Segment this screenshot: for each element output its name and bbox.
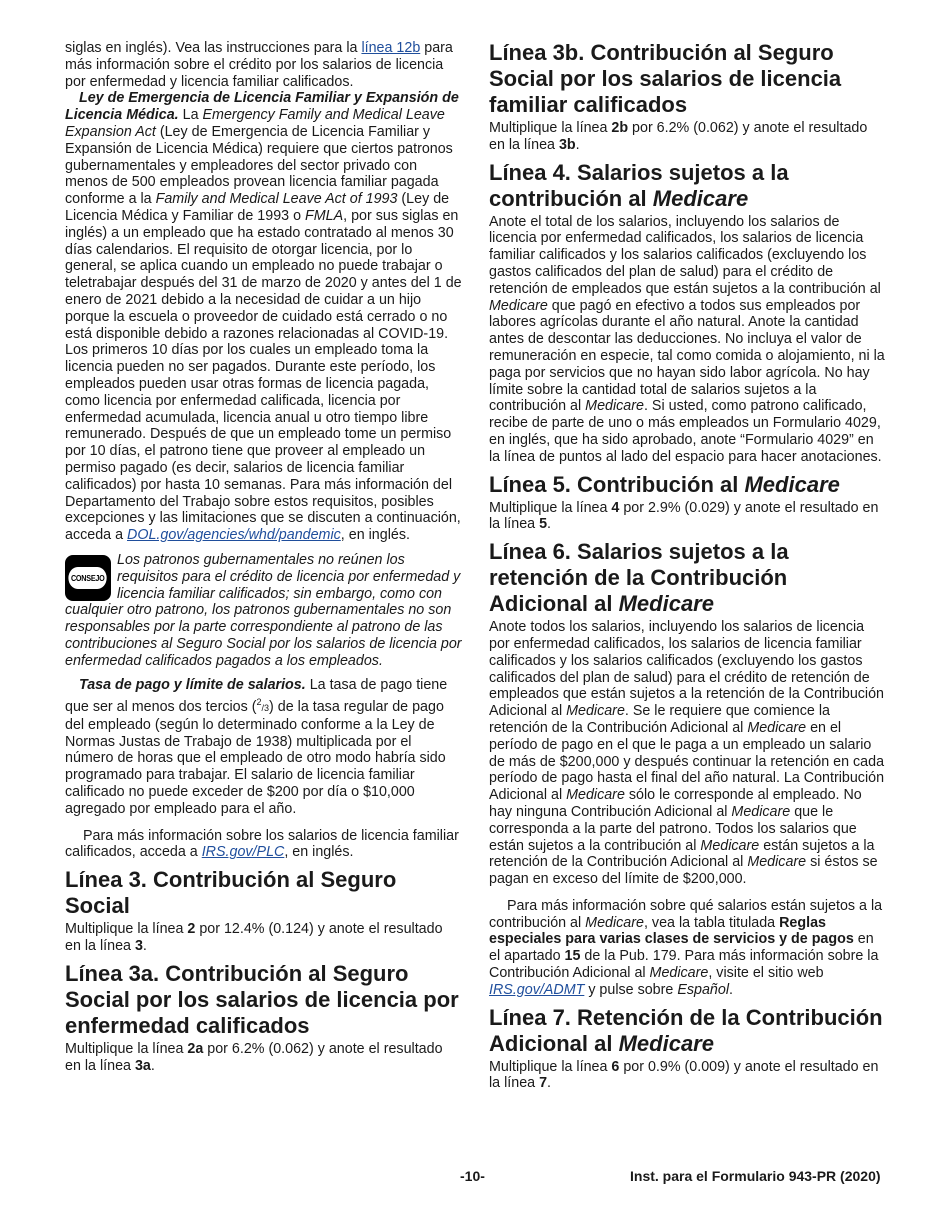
paragraph-line-3b: Multiplique la línea 2b por 6.2% (0.062) y anote el resultado en la línea 3b.: [489, 120, 868, 153]
paragraph-line-4: Anote el total de los salarios, incluyendo los salarios de licencia por enfermedad calificados, los salarios de licencia familiar calificados y los salarios calificados (excluyendo los gastos calificados del plan de salud) para el crédito de retención de empleados que están sujetos a la contribución al Medicare que pagó en efectivo a todos sus empleados por labores agrícolas durante el año natural. Anote la cantidad antes de descontar las deducciones. No incluya el valor de remuneración en especie, tal como comida o alojamiento, ni la paga por servicios que no hayan sido labor agrícola. No hay límite sobre la cantidad total de salarios sujetos a la contribución al Medicare. Si usted, como patrono calificado, recibe de parte de uno o más empleados un Formulario 4029, en inglés, que ha sido aprobado, anote “Formulario 4029” en la línea de puntos al lado del espacio para hacer anotaciones.: [489, 213, 885, 465]
paragraph-line-7: Multiplique la línea 6 por 0.9% (0.009) y anote el resultado en la línea 7.: [489, 1058, 879, 1092]
link-line-12b[interactable]: línea 12b: [361, 40, 421, 56]
heading-line-3: Línea 3. Contribución al Seguro Social: [65, 867, 397, 919]
paragraph-line-3a: Multiplique la línea 2a por 6.2% (0.062) y anote el resultado en la línea 3a.: [65, 1040, 443, 1074]
paragraph-line-6: Anote todos los salarios, incluyendo los salarios de licencia por enfermedad calificados, los salarios de licencia familiar calificados y los salarios calificados (excluyendo los gastos calificados del plan de salud) para el crédito de retención de empleados que están sujetos a la retención de la Contribución Adicional al Medicare. Se le requiere que comience la retención de la Contribución Adicional al Medicare en el período de pago en el que le paga a un empleado un salario de más de $200,000 y después continuar la retención en cada período de pago hasta el final del año natural. La Contribución Adicional al Medicare sólo le corresponde al empleado. No hay ninguna Contribución Adicional al Medicare que le corresponda a la parte del patrono. Todos los salarios que están sujetos a la contribución al Medicare están sujetos a la retención de la Contribución Adicional al Medicare si éstos se pagan en exceso del límite de $200,000.: [489, 619, 885, 888]
tip-box: [65, 552, 462, 670]
link-dol-pandemic[interactable]: DOL.gov/agencies/whd/pandemic: [127, 527, 341, 544]
heading-line-4: Línea 4. Salarios sujetos a la contribución al Medicare: [489, 159, 789, 211]
page-number: -10-: [460, 1168, 485, 1184]
heading-line-6: Línea 6. Salarios sujetos a la retención de la Contribución Adicional al Medicare: [489, 539, 789, 617]
heading-line-5: Línea 5. Contribución al Medicare: [489, 471, 840, 497]
right-column: [489, 40, 887, 1092]
paragraph-credit-ref: siglas en inglés). Vea las instrucciones para la línea 12b para más información sobre el crédito por los salarios de licencia por enfermedad y licencia familiar calificados.: [65, 40, 453, 90]
heading-line-3b: Línea 3b. Contribución al Seguro Social por los salarios de licencia familiar calificados: [489, 40, 842, 117]
paragraph-medicare-info: Para más información sobre qué salarios están sujetos a la contribución al Medicare, vea la tabla titulada Reglas especiales para varias clases de servicios y de pagos en el apartado 15 de la Pub. 179. Para más información sobre la Contribución Adicional al Medicare, visite el sitio web IRS.gov/ADMT y pulse sobre Español.: [489, 897, 883, 998]
form-title-footer: Inst. para el Formulario 943-PR (2020): [630, 1168, 881, 1184]
paragraph-emergency-leave-act: Ley de Emergencia de Licencia Familiar y Expansión de Licencia Médica. La Emergency Family and Medical Leave Expansion Act (Ley de Emergencia de Licencia Familiar y Expansión de Licencia Médica) requiere que ciertos patronos gubernamentales y empleadores del sector privado con menos de 500 empleados provean licencia familiar pagada conforme a la Family and Medical Leave Act of 1993 (Ley de Licencia Médica y Familiar de 1993 o FMLA, por sus siglas en inglés) a un empleado que ha estado contratado al menos 30 días calendarios. El requisito de otorgar licencia, por lo general, se aplica cuando un empleado no puede trabajar o teletrabajar después del 31 de marzo de 2020 y antes del 1 de enero de 2021 debido a la necesidad de cuidar a un hijo porque la escuela o proveedor de cuidado está cerrado o no está disponible debido a razones relacionadas al COVID-19. Los primeros 10 días por los cuales un empleado toma la licencia pueden no ser pagados. Durante este período, los empleados pueden usar otras formas de licencia pagada, como licencia por enfermedad calificada, licencia por enfermedad acumulada, licencia anual u otro tiempo libre remunerado. Después de que un empleado tome un permiso por 10 días, el patrono tiene que proveer al empleado un permiso pagado (es decir, salarios de licencia familiar calificados) por hasta 10 semanas. Para más información del Departamento del Trabajo sobre estos requisitos, posibles excepciones y las limitaciones que se discuten a continuación, acceda a DOL.gov/agencies/whd/pandemic, en inglés.: [65, 90, 462, 544]
paragraph-line-5: Multiplique la línea 4 por 2.9% (0.029) y anote el resultado en la línea 5.: [489, 499, 879, 533]
left-column: [65, 40, 462, 1074]
paragraph-pay-rate: Tasa de pago y límite de salarios. La tasa de pago tiene que ser al menos dos tercios ($^2$/3) de la tasa regular de pago del empleado (según lo determinado conforme a la Ley de Normas Justas de Trabajo de 1938) multiplicada por el número de horas que el empleado de otro modo habría sido programado para trabajar. El salario de licencia familiar calificado no puede exceder de $200 por día o $10,000 agregado por empleado para el año.: [65, 677, 448, 817]
heading-line-7: Línea 7. Retención de la Contribución Adicional al Medicare: [489, 1004, 883, 1056]
heading-line-3a: Línea 3a. Contribución al Seguro Social por los salarios de licencia por enfermedad calificados: [65, 960, 459, 1038]
paragraph-line-3: Multiplique la línea 2 por 12.4% (0.124) y anote el resultado en la línea 3.: [65, 921, 443, 955]
link-irs-plc[interactable]: IRS.gov/PLC: [201, 844, 285, 861]
link-irs-admt[interactable]: IRS.gov/ADMT: [489, 981, 585, 998]
tip-text: Los patronos gubernamentales no reúnen los requisitos para el crédito de licencia por enfermedad y licencia familiar calificados; sin embargo, como con cualquier otro patrono, los patronos gubernamentales no son responsables por la parte correspondiente al patrono de las contribuciones al Seguro Social por los salarios de licencia por enfermedad calificados pagados a los empleados.: [65, 551, 462, 669]
tip-icon: CONSEJO: [65, 555, 111, 601]
paragraph-plc-info: Para más información sobre los salarios de licencia familiar calificados, acceda a IRS.gov/PLC, en inglés.: [65, 827, 459, 861]
